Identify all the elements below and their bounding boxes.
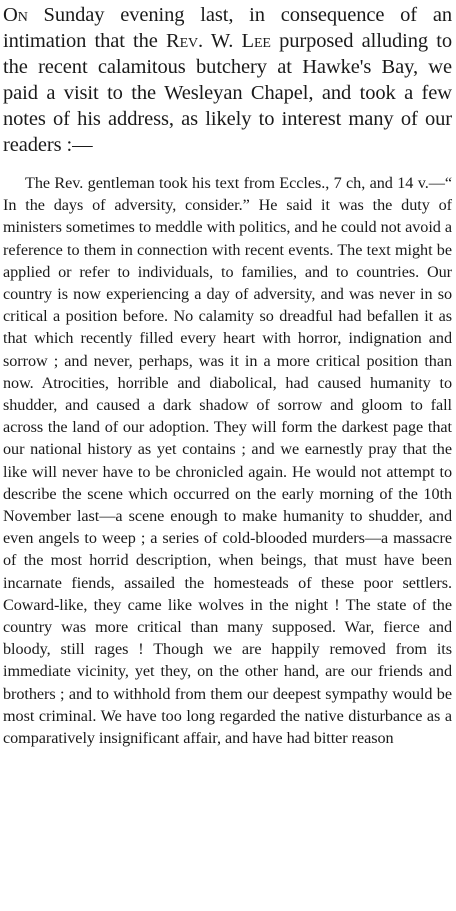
intro-text-before-name: Sunday evening last, in consequence of an intimation that the (3, 4, 452, 52)
reverend-name: Rev. W. Lee (166, 30, 271, 52)
intro-text-after-name: purposed alluding to the recent calamitous butchery at Hawke's Bay, we paid a visit to the Wesleyan Chapel, and took a few notes of his address, as likely to interest many of our readers :— (3, 30, 452, 156)
intro-paragraph (3, 2, 452, 158)
sermon-report-paragraph: The Rev. gentleman took his text from Eccles., 7 ch, and 14 v.—“ In the days of adversity, consider.” He said it was the duty of ministers sometimes to meddle with politics, and he could not avoid a reference to them in connection with recent events. The text might be applied or refer to individuals, to families, and to countries. Our country is now experiencing a day of adversity, and was never in so critical a position before. No calamity so dreadful had befallen it as that which recently filled every heart with horror, indignation and sorrow ; and never, perhaps, was it in a more critical position than now. Atrocities, horrible and diabolical, had caused humanity to shudder, and caused a dark shadow of sorrow and gloom to fall across the land of our adoption. They will form the darkest page that our national history as yet contains ; and we earnestly pray that the like will never have to be chronicled again. He would not attempt to describe the scene which occurred on the early morning of the 10th November last—a scene enough to make humanity to shudder, and even angels to weep ; a series of cold-blooded murders—a massacre of the most horrid description, when beings, that must have been incarnate fiends, assailed the homesteads of these poor settlers. Coward-like, they came like wolves in the night ! The state of the country was more critical than many supposed. War, fierce and bloody, still rages ! Though we are happily removed from its immediate vicinity, yet they, on the other hand, are our friends and brothers ; and to withhold from them our deepest sympathy would be most criminal. We have too long regarded the native disturbance as a comparatively insignificant affair, and have had bitter reason (3, 174, 452, 748)
intro-lead-word: On (3, 4, 28, 26)
